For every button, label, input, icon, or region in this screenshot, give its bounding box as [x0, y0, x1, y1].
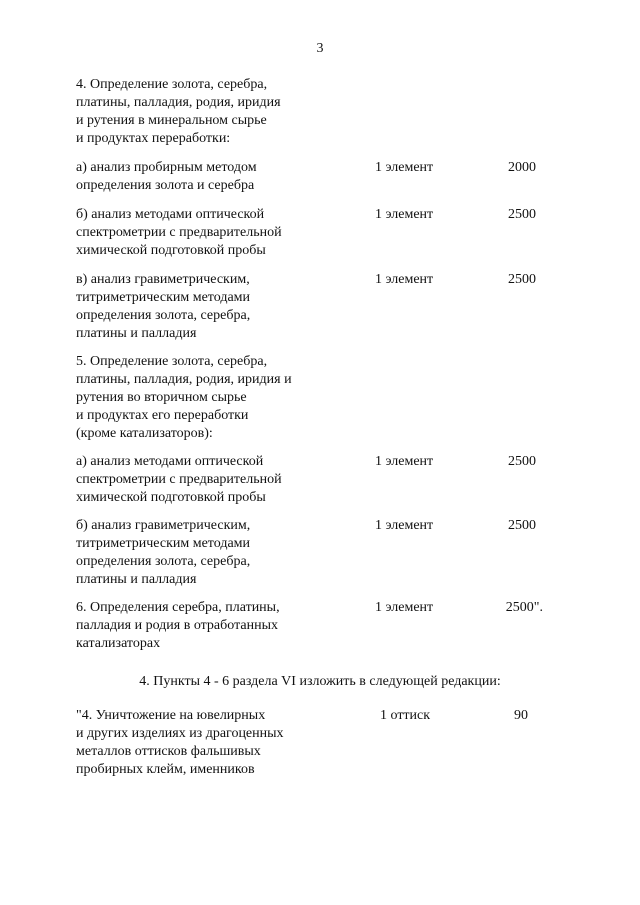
section-5-item-b-text: б) анализ гравиметрическим, титриметрическим методами определения золота, серебра, платины и палладия [76, 518, 251, 587]
section-6-unit: 1 элемент [375, 600, 434, 615]
section-5-item-a-price: 2500 [508, 454, 536, 469]
page-number: 3 [316, 41, 324, 56]
section-4-item-a-unit: 1 элемент [375, 160, 434, 175]
section-4-item-b-price: 2500 [508, 207, 536, 222]
section-4-item-c-unit: 1 элемент [375, 272, 434, 287]
section-4-item-c-text: в) анализ гравиметрическим, титриметрическим методами определения золота, серебра, платины и палладия [76, 272, 251, 341]
section-6-text: 6. Определения серебра, платины, палладия и родия в отработанных катализаторах [76, 600, 280, 651]
new-item-4-unit: 1 оттиск [380, 708, 431, 723]
section-5-item-a-text: а) анализ методами оптической спектрометрии с предварительной химической подготовкой пробы [76, 454, 282, 505]
section-4-item-c-price: 2500 [508, 272, 536, 287]
section-4-item-a-text: а) анализ пробирным методом определения золота и серебра [76, 160, 257, 193]
section-5-item-b-price: 2500 [508, 518, 536, 533]
section-4-item-b-unit: 1 элемент [375, 207, 434, 222]
new-item-4-price: 90 [514, 708, 528, 723]
section-6-price: 2500". [505, 600, 543, 615]
section-4-item-b-text: б) анализ методами оптической спектрометрии с предварительной химической подготовкой пробы [76, 207, 282, 258]
amendment-paragraph: 4. Пункты 4 - 6 раздела VI изложить в следующей редакции: [139, 674, 501, 689]
section-4-item-a-price: 2000 [508, 160, 536, 175]
section-5-heading: 5. Определение золота, серебра, платины, палладия, родия, иридия и рутения во вторичном сырье и продуктах его переработки (кроме катализаторов): [76, 354, 292, 441]
section-5-item-a-unit: 1 элемент [375, 454, 434, 469]
new-item-4-text: "4. Уничтожение на ювелирных и других изделиях из драгоценных металлов оттисков фальшивых пробирных клейм, именников [76, 708, 284, 777]
section-4-heading: 4. Определение золота, серебра, платины, палладия, родия, иридия и рутения в минеральном сырье и продуктах переработки: [76, 77, 281, 146]
section-5-item-b-unit: 1 элемент [375, 518, 434, 533]
